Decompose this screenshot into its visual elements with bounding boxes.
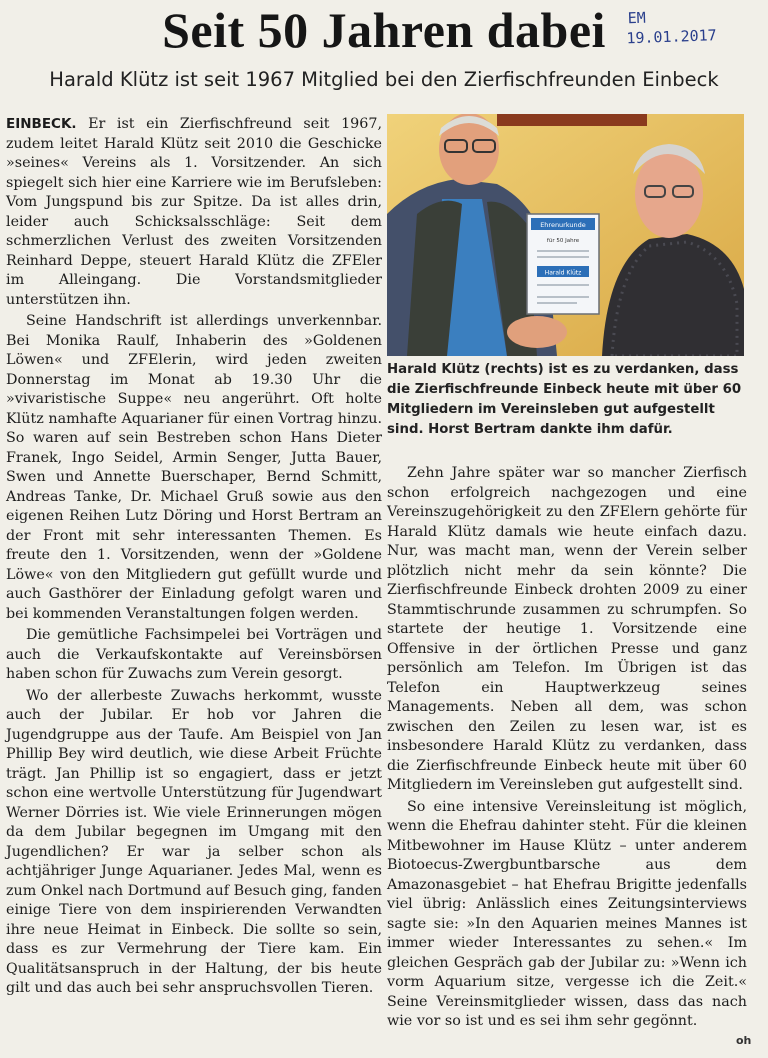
paragraph: Seine Handschrift ist allerdings unverkennbar. Bei Monika Raulf, Inhaberin des »Goldenen Löwen« und ZFElerin, wird jeden zweiten Donnerstag im Monat ab 19.30 Uhr die »vivaristische Suppe« neu angerührt. Oft holte Klütz namhafte Aquarianer für einen Vortrag hinzu. So waren auf sein Bestreben schon Hans Dieter Franek, Ingo Seidel, Armin Senger, Jutta Bauer, Swen und Annette Buerschaper, Bernd Schmitt, Andreas Tanke, Dr. Michael Gruß sowie aus den eigenen Reihen Lutz Döring und Horst Bertram an der Front mit sehr interessanten Themen. Es freute den 1. Vorsitzenden, wenn der »Goldene Löwe« von den Mitgliedern gut gefüllt wurde und auch Gasthörer der Einladung gefolgt waren und bei kommenden Veranstaltungen folgen werden.: [6, 313, 382, 622]
headline: Seit 50 Jahren dabei: [162, 2, 606, 58]
photo-caption: Harald Klütz (rechts) ist es zu verdanken, dass die Zierfischfreunde Einbeck heute mit über 60 Mitgliedern im Vereinsleben gut aufgestellt sind. Horst Bertram dankte ihm dafür.: [387, 362, 742, 437]
right-column: [387, 464, 747, 1032]
certificate-line: für 50 Jahre: [546, 238, 580, 244]
stamp-date: 19.01.2017: [626, 26, 717, 48]
article-photo: [387, 114, 744, 356]
dateline: EINBECK.: [6, 116, 77, 132]
stamp-source: EM: [627, 8, 647, 28]
author-initials: oh: [736, 1034, 752, 1047]
left-column: [6, 115, 382, 999]
paragraph: So eine intensive Vereinsleitung ist möglich, wenn die Ehefrau dahinter steht. Für die kleinen Mitbewohner im Hause Klütz – unter anderem Biotoecus-Zwergbuntbarsche aus dem Amazonasgebiet – hat Ehefrau Brigitte jedenfalls viel übrig: Anlässlich eines Zeitungsinterviews sagte sie: »In den Aquarien meines Mannes ist immer wieder Interessantes zu sehen.« Im gleichen Gespräch gab der Jubilar zu: »Wenn ich vorm Aquarium sitze, vergesse ich die Zeit.« Seine Vereinsmitglieder wissen, dass das nach wie vor so ist und es sei ihm sehr gegönnt.: [387, 798, 747, 1029]
certificate-title: Ehrenurkunde: [540, 221, 586, 229]
paragraph-text: Er ist ein Zierfischfreund seit 1967, zudem leitet Harald Klütz seit 2010 die Geschicke »seines« Vereins als 1. Vorsitzender. An sich spiegelt sich hier eine Karriere wie im Berufsleben: Vom Jungspund bis zur Spitze. Da ist alles drin, leider auch Schicksalsschläge: Seit dem schmerzlichen Verlust des zweiten Vorsitzenden Reinhard Deppe, steuert Harald Klütz die ZFEler im Alleingang. Die Vorstandsmitglieder unterstützen ihn.: [6, 116, 382, 308]
paragraph: Die gemütliche Fachsimpelei bei Vorträgen und auch die Verkaufskontakte auf Vereinsbörsen haben schon für Zuwachs zum Verein gesorgt.: [6, 627, 382, 682]
photo-illustration: [387, 114, 744, 356]
certificate: [527, 214, 599, 314]
certificate-name: Harald Klütz: [544, 269, 582, 277]
subheadline: Harald Klütz ist seit 1967 Mitglied bei den Zierfischfreunden Einbeck: [49, 68, 719, 91]
wall-shelf: [497, 114, 647, 126]
paragraph: Zehn Jahre später war so mancher Zierfisch schon erfolgreich nachgezogen und eine Vereinszugehörigkeit zu den ZFElern gehörte für Harald Klütz damals wie heute einfach dazu. Nur, was macht man, wenn der Verein selber plötzlich nicht mehr da sein könnte? Die Zierfischfreunde Einbeck drohten 2009 zu einer Stammtischrunde zusammen zu schrumpfen. So startete der heutige 1. Vorsitzende eine Offensive in der örtlichen Presse und ganz persönlich am Telefon. Im Übrigen ist das Telefon ein Hauptwerkzeug seines Managements. Neben all dem, was schon zwischen den Zeilen zu lesen war, ist es insbesondere Harald Klütz zu verdanken, dass die Zierfischfreunde Einbeck heute mit über 60 Mitgliedern im Vereinsleben gut aufgestellt sind.: [387, 465, 747, 793]
archive-stamp: [627, 4, 758, 49]
paragraph: [6, 115, 382, 310]
handshake: [507, 316, 567, 348]
paragraph: Wo der allerbeste Zuwachs herkommt, wusste auch der Jubilar. Er hob vor Jahren die Jugendgruppe aus der Taufe. Am Beispiel von Jan Phillip Bey wird deutlich, wie diese Arbeit Früchte trägt. Jan Phillip ist so engagiert, dass er jetzt schon eine wertvolle Unterstützung für Jugendwart Werner Dörries ist. Wie viele Erinnerungen mögen da dem Jubilar begegnen im Umgang mit den Jugendlichen? Er war ja selber schon als achtjähriger Junge Aquarianer. Jedes Mal, wenn es zum Onkel nach Dortmund auf Besuch ging, fanden einige Tiere von dem inspirierenden Verwandten ihre neue Heimat in Einbeck. Die sollte so sein, dass es zur Vermehrung der Tiere kam. Ein Qualitätsanspruch in der Haltung, der bis heute gilt und das auch bei sehr anspruchsvollen Tieren.: [6, 687, 382, 996]
